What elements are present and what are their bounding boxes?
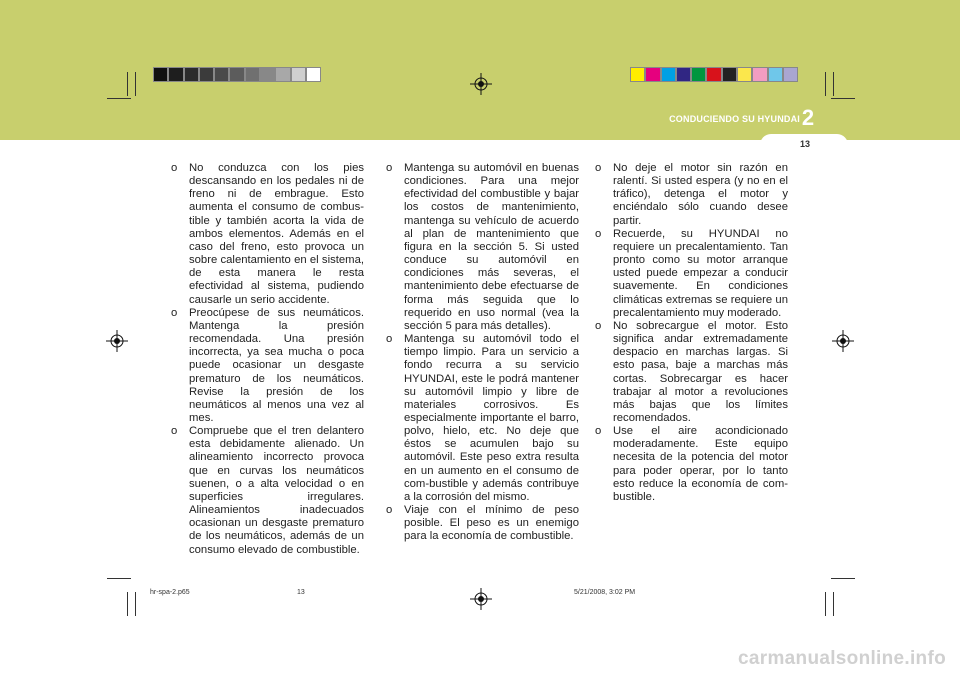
bullet-item [386,162,579,333]
bullet-text: No sobrecargue el motor. Esto significa andar extremadamente despacio en marchas largas. Si esto pasa, baje a marchas más cortas. Sobrecargar es hacer trabajar al motor a revoluciones más bajas que los límites recomendados. [613,319,788,424]
section-title: CONDUCIENDO SU HYUNDAI [669,114,800,124]
color-swatch [291,67,306,82]
color-swatch [229,67,244,82]
bullet-item [171,307,364,425]
color-swatch [783,67,798,82]
bullet-text: Use el aire acondicionado moderadamente. Este equipo necesita de la potencia del motor para poder operar, por lo tanto esto reduce la economía de com-bustible. [613,425,788,503]
bullet-item [595,320,788,425]
color-swatch [306,67,321,82]
color-swatch [245,67,260,82]
bullet-marker: o [171,425,178,438]
bullet-marker: o [386,504,393,517]
crop-mark [825,592,826,616]
crop-mark [107,98,131,99]
gray-calibration-strip [153,67,321,82]
color-swatch [706,67,721,82]
registration-mark-icon [832,330,854,352]
crop-mark [831,578,855,579]
bullet-text: Mantenga su automóvil en buenas condiciones. Para una mejor efectividad del combustible y bajar los costos de mantenimiento, mantenga su vehículo de acuerdo al plan de mantenimiento que figura en la sección 5. Si usted conduce su automóvil en condiciones más severas, el mantenimiento debe efectuarse de forma más seguida que lo requerido en uso normal (vea la sección 5 para más detalles). [404,162,579,332]
bullet-item [171,162,364,307]
bullet-text: Compruebe que el tren delantero esta debidamente alienado. Un alineamiento incorrecto provoca que en curvas los neumáticos suenen, o a alta velocidad o en superficies irregulares. Alineamientos inadecuados ocasionan un desgaste prematuro de los neumáticos, además de un consumo elevado de combustible. [189,425,364,556]
bullet-marker: o [595,227,602,240]
crop-mark [127,592,128,616]
bullet-text: No deje el motor sin razón en ralentí. Si usted espera (y no en el tráfico), detenga el motor y enciéndalo sólo cuando desee partir. [613,162,788,227]
bullet-text: Mantenga su automóvil todo el tiempo limpio. Para un servicio a fondo recurra a su servicio HYUNDAI, este le podrá mantener su automóvil limpio y libre de materiales corrosivos. Es especialmente importante el barro, polvo, hielo, etc. No deje que éstos se acumulen bajo su automóvil. Este peso extra resulta en un aumento en el consumo de com-bustible y además contribuye a la corrosión del mismo. [404,333,579,503]
footer-page: 13 [297,589,305,596]
crop-mark [107,578,131,579]
bullet-marker: o [595,319,602,332]
crop-mark [135,72,136,96]
bullet-item [595,228,788,320]
bullet-text: No conduzca con los pies descansando en los pedales ni de freno ni de embrague. Esto aumenta el consumo de combus-tible y también acorta la vida de ambos elementos. Además en el caso del freno, esto provoca un sobre calentamiento en el sistema, de esta manera le resta efectividad al sistema, pudiendo causarle un serio accidente. [189,162,364,306]
text-column-2 [386,162,579,544]
crop-mark [135,592,136,616]
crop-mark [127,72,128,96]
text-column-3 [595,162,788,504]
footer-timestamp: 5/21/2008, 3:02 PM [574,589,636,596]
color-swatch [184,67,199,82]
color-swatch [676,67,691,82]
bullet-marker: o [595,162,602,174]
bullet-item [595,425,788,504]
color-swatch [645,67,660,82]
crop-mark [825,72,826,96]
bullet-marker: o [171,306,178,319]
color-swatch [752,67,767,82]
bullet-marker: o [171,162,178,174]
footer-filename: hr-spa-2.p65 [150,589,190,596]
section-number: 2 [801,105,815,130]
bullet-text: Viaje con el mínimo de peso posible. El peso es un enemigo para la economía de combustible. [404,504,579,543]
color-swatch [260,67,275,82]
bullet-item [595,162,788,228]
watermark: carmanualsonline.info [738,648,946,669]
color-swatch [661,67,676,82]
color-swatch [722,67,737,82]
color-swatch [214,67,229,82]
bullet-item [171,425,364,557]
crop-mark [833,72,834,96]
crop-mark [831,98,855,99]
color-swatch [153,67,168,82]
bullet-text: Preocúpese de sus neumáticos. Mantenga la presión recomendada. Una presión incorrecta, ya sea mucha o poca puede ocasionar un desgaste prematuro de los neumáticos. Revise la presión de los neumáticos al menos una vez al mes. [189,306,364,424]
bullet-marker: o [386,333,393,346]
color-swatch [630,67,645,82]
registration-mark-icon [470,588,492,610]
page-number: 13 [799,139,810,149]
color-swatch [168,67,183,82]
color-swatch [199,67,214,82]
registration-mark-icon [106,330,128,352]
color-swatch [691,67,706,82]
bullet-item [386,504,579,543]
color-calibration-strip [630,67,798,82]
color-swatch [768,67,783,82]
text-column-1 [171,162,364,557]
color-swatch [275,67,290,82]
crop-mark [833,592,834,616]
bullet-marker: o [386,162,393,174]
bullet-item [386,333,579,504]
registration-mark-icon [470,73,492,95]
color-swatch [737,67,752,82]
bullet-marker: o [595,425,602,438]
bullet-text: Recuerde, su HYUNDAI no requiere un precalentamiento. Tan pronto como su motor arranque usted puede empezar a conducir suavemente. En condiciones climáticas extremas se requiere un precalentamiento muy moderado. [613,227,788,319]
